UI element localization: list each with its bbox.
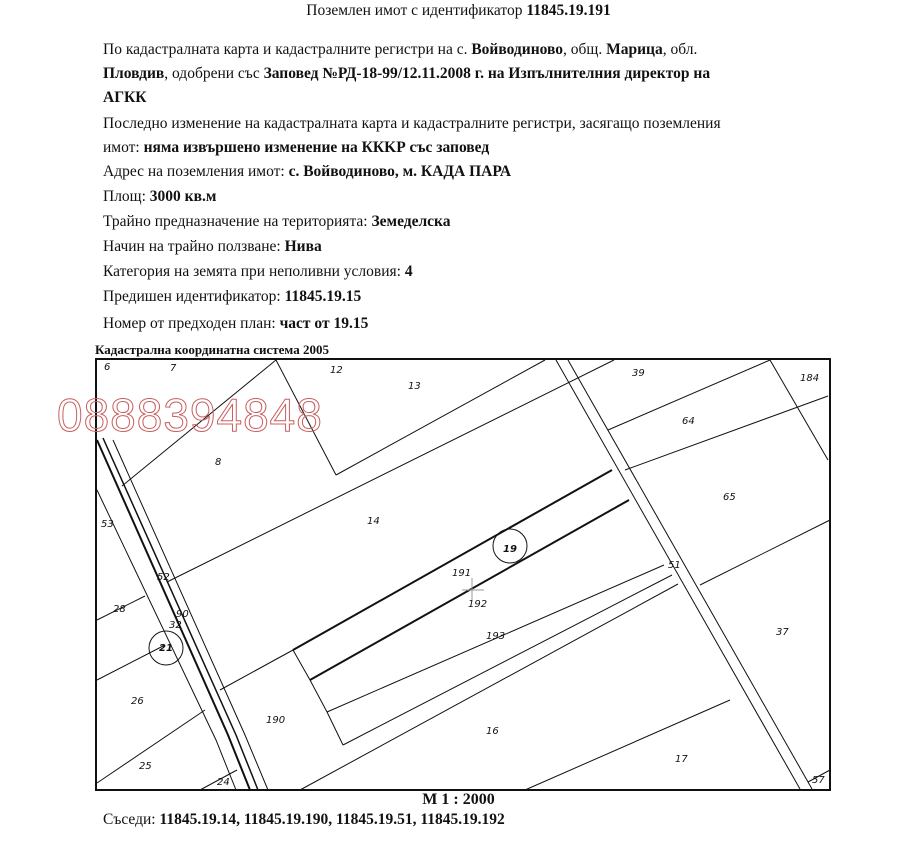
last-change-line-2: имот: няма извършено изменение на ККKР със заповед bbox=[103, 139, 490, 156]
field-value: с. Войводиново, м. КАДА ПАРА bbox=[288, 163, 512, 180]
parcel-label-19: 19 bbox=[503, 544, 517, 555]
parcel-label-25: 25 bbox=[139, 761, 152, 772]
field-value: част от 19.15 bbox=[279, 315, 369, 332]
field-label: Трайно предназначение на територията: bbox=[103, 213, 372, 230]
parcel-label-12: 12 bbox=[330, 365, 343, 376]
field-value: 11845.19.15 bbox=[284, 288, 362, 305]
parcel-label-191: 191 bbox=[452, 568, 472, 579]
parcel-label-192: 192 bbox=[468, 599, 488, 610]
paragraph-line-1: По кадастралната карта и кадастралните регистри на с. Войводиново, общ. Марица, обл. bbox=[103, 41, 698, 58]
parcel-label-53: 53 bbox=[101, 519, 114, 530]
parcel-label-26: 26 bbox=[131, 696, 144, 707]
parcel-label-193: 193 bbox=[486, 631, 506, 642]
parcel-label-184: 184 bbox=[800, 373, 820, 384]
parcel-label-64: 64 bbox=[682, 416, 695, 427]
parcel-label-21: 21 bbox=[159, 643, 173, 654]
field-label: Категория на земята при неполивни условия: bbox=[103, 263, 405, 280]
parcel-label-6: 6 bbox=[104, 362, 111, 373]
paragraph-line-2: Пловдив, одобрени със Заповед №РД-18-99/12.11.2008 г. на Изпълнителния директор на bbox=[103, 65, 711, 82]
field-value: 3000 кв.м bbox=[149, 188, 217, 205]
field-label: Предишен идентификатор: bbox=[103, 288, 285, 305]
last-change-line-1: Последно изменение на кадастралната карта и кадастралните регистри, засягащо поземления bbox=[103, 115, 721, 132]
parcel-label-190: 190 bbox=[266, 715, 286, 726]
parcel-label-24: 24 bbox=[217, 777, 230, 788]
parcel-label-32: 32 bbox=[169, 620, 182, 631]
paragraph-line-3: АГКК bbox=[103, 89, 147, 106]
parcel-label-8: 8 bbox=[215, 457, 222, 468]
neighbors-list: 11845.19.14, 11845.19.190, 11845.19.51, 11845.19.192 bbox=[159, 811, 505, 828]
field-value: Нива bbox=[284, 238, 322, 255]
parcel-label-17: 17 bbox=[675, 754, 688, 765]
map-scale: М 1 : 2000 bbox=[422, 791, 495, 808]
field-label: Начин на трайно ползване: bbox=[103, 238, 285, 255]
field-label: Адрес на поземления имот: bbox=[103, 163, 289, 180]
parcel-identifier: 11845.19.191 bbox=[526, 2, 611, 19]
parcel-label-13: 13 bbox=[408, 381, 421, 392]
parcel-label-7: 7 bbox=[170, 363, 177, 374]
parcel-label-28: 28 bbox=[113, 604, 126, 615]
map-title: Кадастрална координатна система 2005 bbox=[95, 342, 329, 357]
parcel-label-65: 65 bbox=[723, 492, 736, 503]
parcel-label-14: 14 bbox=[367, 516, 380, 527]
parcel-label-57: 57 bbox=[812, 775, 825, 786]
field-value: 4 bbox=[404, 263, 413, 280]
watermark-phone: 0888394848 bbox=[57, 389, 323, 441]
field-label: Номер от предходен план: bbox=[103, 315, 280, 332]
neighbors-line: Съседи: 11845.19.14, 11845.19.190, 11845.19.51, 11845.19.192 bbox=[103, 811, 505, 828]
parcel-label-16: 16 bbox=[486, 726, 499, 737]
parcel-label-52: 52 bbox=[157, 572, 170, 583]
parcel-label-90: 90 bbox=[176, 609, 189, 620]
parcel-label-39: 39 bbox=[632, 368, 645, 379]
field-value: Земеделска bbox=[371, 213, 451, 230]
document-title: Поземлен имот с идентификатор 11845.19.191 bbox=[306, 2, 611, 19]
parcel-label-51: 51 bbox=[668, 560, 681, 571]
parcel-label-37: 37 bbox=[776, 627, 789, 638]
field-label: Площ: bbox=[103, 188, 150, 205]
